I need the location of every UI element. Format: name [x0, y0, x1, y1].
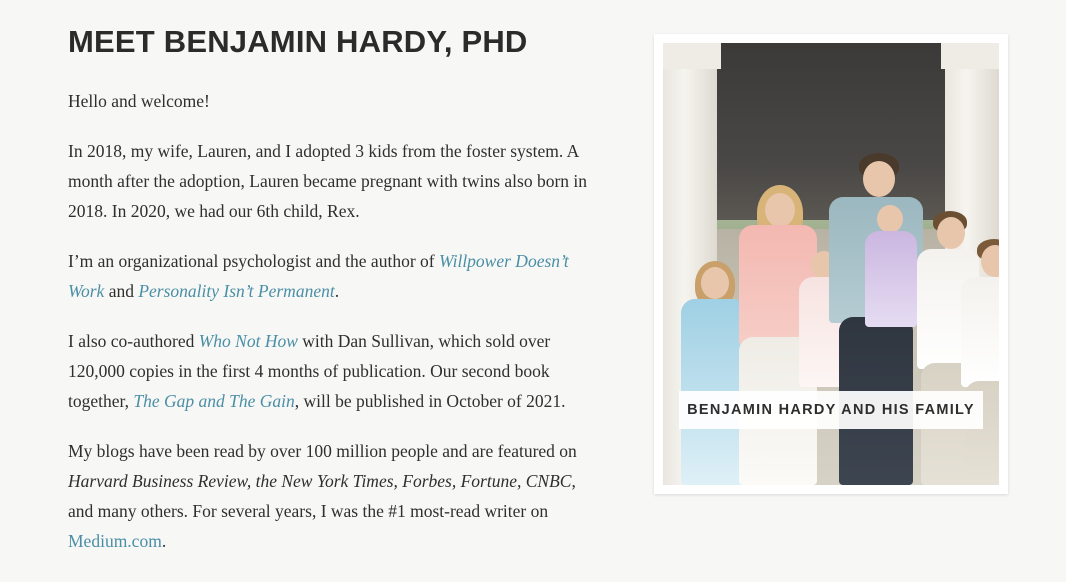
paragraph-blogs-tail: .	[161, 530, 167, 551]
link-the-gap-and-the-gain[interactable]: The Gap and The Gain	[133, 390, 295, 411]
link-personality-isnt-permanent[interactable]: Personality Isn’t Permanent	[138, 280, 335, 301]
page-title: MEET BENJAMIN HARDY, PHD	[68, 24, 528, 59]
family-photo	[663, 43, 999, 485]
link-who-not-how[interactable]: Who Not How	[198, 330, 298, 351]
paragraph-family-text: In 2018, my wife, Lauren, and I adopted 3 kids from the foster system. A month after the adoption, Lauren became pregnant with twins also born in 2018. In 2020, we had our 6th child, Rex.	[68, 140, 588, 221]
paragraph-greeting	[68, 86, 588, 116]
paragraph-author-mid: and	[104, 280, 139, 301]
paragraph-blogs	[68, 436, 588, 556]
head	[701, 267, 729, 299]
head	[981, 245, 999, 277]
baby-outfit	[865, 231, 917, 327]
photo-caption-bar	[679, 391, 983, 429]
paragraph-author	[68, 246, 588, 306]
family-photo-card	[654, 34, 1008, 494]
paragraph-coauthored-tail: , will be published in October of 2021.	[294, 390, 566, 411]
link-willpower-doesnt-work[interactable]: Willpower Doesn’t Work	[68, 250, 569, 301]
head	[765, 193, 795, 227]
head	[877, 205, 903, 233]
paragraph-blogs-mid: , and many others. For several years, I was the #1 most-read writer on	[68, 470, 576, 521]
person-boy-right	[957, 235, 999, 485]
paragraph-author-lead: I’m an organizational psychologist and the author of	[68, 250, 439, 271]
paragraph-coauthored	[68, 326, 588, 416]
pillar-cap	[941, 43, 999, 69]
link-medium-com[interactable]: Medium.com	[68, 530, 162, 551]
photo-caption: BENJAMIN HARDY AND HIS FAMILY	[687, 402, 975, 418]
paragraph-coauthored-mid: with Dan Sullivan, which sold over 120,000 copies in the first 4 months of publication. Our second book together,	[68, 330, 551, 411]
paragraph-family	[68, 136, 588, 226]
pillar-cap	[663, 43, 721, 69]
head	[863, 161, 895, 197]
publication-list: Harvard Business Review, the New York Times, Forbes, Fortune, CNBC	[68, 470, 572, 491]
paragraph-greeting-text: Hello and welcome!	[68, 90, 210, 111]
paragraph-coauthored-lead: I also co-authored	[68, 330, 199, 351]
article-content	[68, 24, 588, 556]
paragraph-author-tail: .	[334, 280, 340, 301]
paragraph-blogs-lead: My blogs have been read by over 100 million people and are featured on	[68, 440, 577, 461]
shirt	[961, 277, 999, 387]
